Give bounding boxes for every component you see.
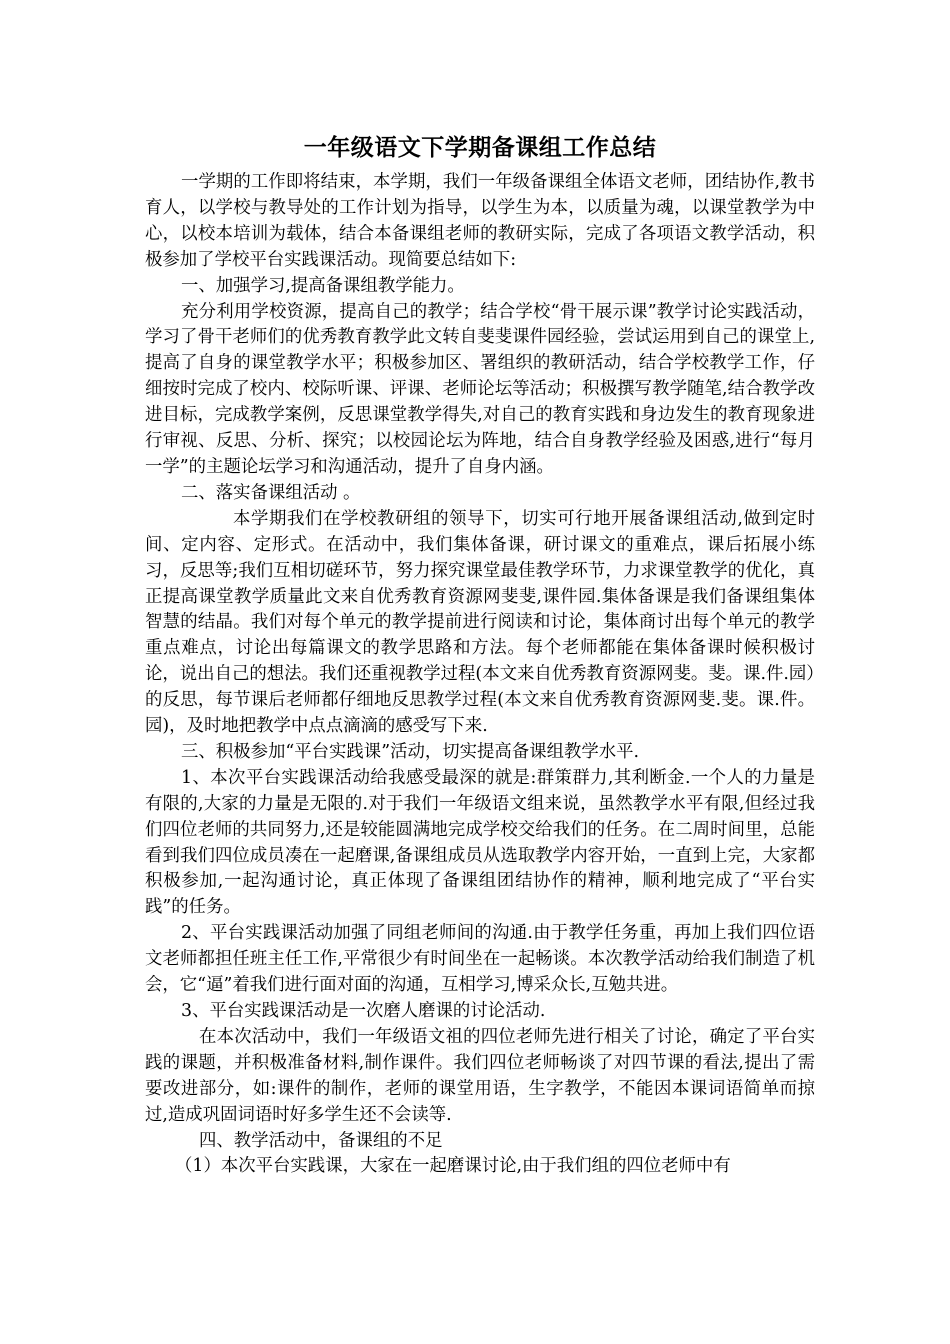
section-heading-3: 三、积极参加“平台实践课”活动，切实提高备课组教学水平. bbox=[181, 741, 640, 762]
section-4-item-1: （1）本次平台实践课，大家在一起磨课讨论,由于我们组的四位老师中有 bbox=[175, 1156, 731, 1177]
section-3-item-2: 2、平台实践课活动加强了同组老师间的沟通.由于教学任务重，再加上我们四位语文老师都担任班主任工作,平常很少有时间坐在一起畅谈。本次教学活动给我们制造了机会，它“逼”着我们进行面对面的沟通，互相学习,博采众长,互勉共进。 bbox=[145, 923, 815, 996]
section-heading-4: 四、教学活动中，备课组的不足 bbox=[199, 1130, 443, 1151]
section-1-paragraph: 充分利用学校资源，提高自己的教学；结合学校“骨干展示课”教学讨论实践活动，学习了骨干老师们的优秀教育教学此文转自斐斐课件园经验，尝试运用到自己的课堂上,提高了自身的课堂教学水平；积极参加区、署组织的教研活动，结合学校教学工作，仔细按时完成了校内、校际听课、评课、老师论坛等活动；积极撰写教学随笔,结合教学改进目标，完成教学案例，反思课堂教学得失,对自己的教育实践和身边发生的教育现象进行审视、反思、分析、探究；以校园论坛为阵地，结合自身教学经验及困惑,进行“每月一学”的主题论坛学习和沟通活动，提升了自身内涵。 bbox=[145, 301, 815, 477]
section-3-item-1: 1、本次平台实践课活动给我感受最深的就是:群策群力,其利断金.一个人的力量是有限的,大家的力量是无限的.对于我们一年级语文组来说，虽然教学水平有限,但经过我们四位老师的共同努力,还是较能圆满地完成学校交给我们的任务。在二周时间里，总能看到我们四位成员凑在一起磨课,备课组成员从选取教学内容开始，一直到上完，大家都积极参加,一起沟通讨论，真正体现了备课组团结协作的精神，顺利地完成了“平台实践”的任务。 bbox=[145, 767, 815, 918]
section-heading-2: 二、落实备课组活动 。 bbox=[181, 482, 361, 503]
section-3-item-3-paragraph: 在本次活动中，我们一年级语文祖的四位老师先进行相关了讨论，确定了平台实践的课题，并积极准备材料,制作课件。我们四位老师畅谈了对四节课的看法,提出了需要改进部分，如:课件的制作，老师的课堂用语，生字教学，不能因本课词语简单而掠过,造成巩固词语时好多学生还不会读等. bbox=[145, 1026, 815, 1125]
document-title: 一年级语文下学期备课组工作总结 bbox=[303, 135, 657, 161]
section-3-item-3: 3、平台实践课活动是一次磨人磨课的讨论活动. bbox=[181, 1001, 546, 1021]
section-heading-1: 一、加强学习,提高备课组教学能力。 bbox=[181, 275, 465, 296]
document-page bbox=[145, 128, 815, 1180]
intro-paragraph: 一学期的工作即将结束，本学期，我们一年级备课组全体语文老师，团结协作,教书育人，以学校与教导处的工作计划为指导，以学生为本，以质量为魂，以课堂教学为中心，以校本培训为载体，结合本备课组老师的教研实际，完成了各项语文教学活动，积极参加了学校平台实践课活动。现简要总结如下: bbox=[145, 172, 815, 270]
section-2-paragraph: 本学期我们在学校教研组的领导下，切实可行地开展备课组活动,做到定时间、定内容、定形式。在活动中，我们集体备课，研讨课文的重难点，课后拓展小练习，反思等;我们互相切磋环节，努力探究课堂最佳教学环节，力求课堂教学的优化，真正提高课堂教学质量此文来自优秀教育资源网斐斐,课件园.集体备课是我们备课组集体智慧的结晶。我们对每个单元的教学提前进行阅读和讨论，集体商讨出每个单元的教学重点难点，讨论出每篇课文的教学思路和方法。每个老师都能在集体备课时候积极讨论，说出自己的想法。我们还重视教学过程(本文来自优秀教育资源网斐。斐。课.件.园）的反思，每节课后老师都仔细地反思教学过程(本文来自优秀教育资源网斐.斐。课.件。园)，及时地把教学中点点滴滴的感受写下来. bbox=[145, 508, 815, 737]
